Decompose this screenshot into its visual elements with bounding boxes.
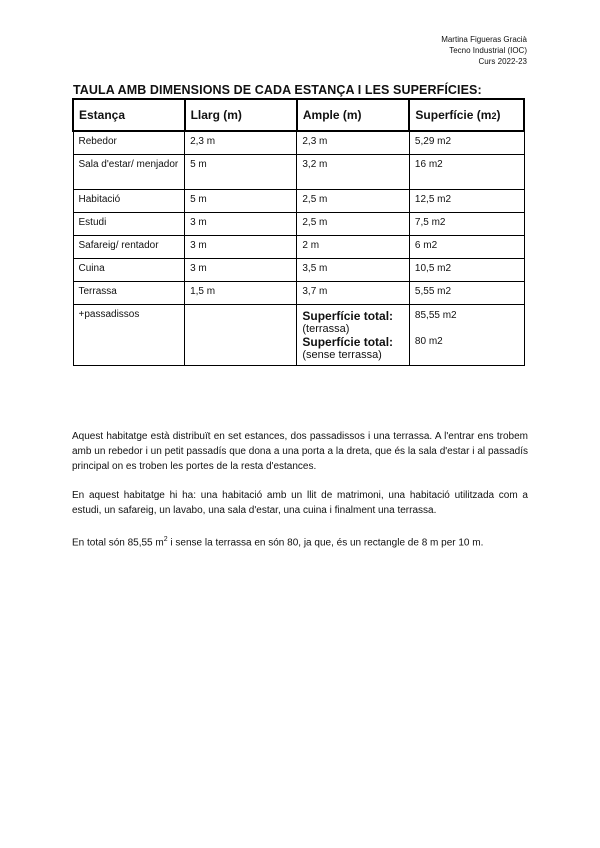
total-note-with-terrace: (terrassa) xyxy=(302,323,350,335)
paragraph-total-superscript: 2 xyxy=(163,536,168,543)
cell-length: 5 m xyxy=(185,155,297,190)
cell-area: 5,55 m2 xyxy=(409,282,524,305)
cell-width: 2,3 m xyxy=(297,131,410,155)
cell-width: 2,5 m xyxy=(297,190,410,213)
paragraph-distribution: Aquest habitatge està distribuït en set estances, dos passadissos i una terrassa. A l'entrar ens trobem amb un rebedor i un petit passadís que dona a una porta a la dreta, que és la sala d'estar i al passadís principal on es troben les portes de la resta d'estances. xyxy=(72,431,528,472)
cell-area: 5,29 m2 xyxy=(409,131,524,155)
document-title: TAULA AMB DIMENSIONS DE CADA ESTANÇA I LES SUPERFÍCIES: xyxy=(73,83,482,97)
table-row xyxy=(73,259,524,282)
table-header-row xyxy=(73,99,524,131)
cell-room: Habitació xyxy=(73,190,185,213)
table-row xyxy=(73,282,524,305)
cell-area: 7,5 m2 xyxy=(409,213,524,236)
header-width: Ample (m) xyxy=(297,99,410,131)
cell-room: Terrassa xyxy=(73,282,185,305)
cell-width: 3,2 m xyxy=(297,155,410,190)
cell-extra-room: +passadissos xyxy=(73,305,185,366)
paragraph-total-end: i sense la terrassa en són 80, ja que, és un rectangle de 8 m per 10 m. xyxy=(167,537,484,549)
cell-room: Cuina xyxy=(73,259,185,282)
table-row xyxy=(73,213,524,236)
total-label-with-terrace: Superfície total: xyxy=(302,309,394,323)
cell-area: 16 m2 xyxy=(409,155,524,190)
cell-length: 3 m xyxy=(185,259,297,282)
cell-length: 1,5 m xyxy=(185,282,297,305)
table-row xyxy=(73,155,524,190)
cell-total-values xyxy=(409,305,524,366)
header-area xyxy=(409,99,524,131)
table-row xyxy=(73,131,524,155)
header-length: Llarg (m) xyxy=(185,99,297,131)
totals-row xyxy=(73,305,524,366)
paragraph-rooms: En aquest habitatge hi ha: una habitació amb un llit de matrimoni, una habitació utilitzada com a estudi, un safareig, un lavabo, una sala d'estar, una cuina i finalment una terrassa. xyxy=(72,490,528,516)
total-value-with-terrace: 85,55 m2 xyxy=(414,310,457,321)
cell-room: Sala d'estar/ menjador xyxy=(73,155,185,190)
cell-width: 2,5 m xyxy=(297,213,410,236)
cell-width: 3,5 m xyxy=(297,259,410,282)
paragraph-total-start: En total són 85,55 m xyxy=(72,537,164,549)
cell-length: 3 m xyxy=(185,213,297,236)
cell-room: Estudi xyxy=(73,213,185,236)
total-note-without-terrace: (sense terrassa) xyxy=(302,349,382,361)
author-name: Martina Figueras Gracià xyxy=(441,35,527,44)
header-area-label: Superfície (m xyxy=(415,108,492,122)
cell-area: 6 m2 xyxy=(409,236,524,259)
dimensions-table xyxy=(72,98,525,366)
table-row xyxy=(73,190,524,213)
paragraph-total xyxy=(72,532,512,550)
total-value-without-terrace: 80 m2 xyxy=(414,336,443,347)
cell-room: Rebedor xyxy=(73,131,185,155)
cell-area: 12,5 m2 xyxy=(409,190,524,213)
cell-room: Safareig/ rentador xyxy=(73,236,185,259)
header-area-close: ) xyxy=(496,108,501,122)
cell-width: 2 m xyxy=(297,236,410,259)
course-name: Tecno Industrial (IOC) xyxy=(449,46,527,55)
cell-area: 10,5 m2 xyxy=(409,259,524,282)
cell-length: 2,3 m xyxy=(185,131,297,155)
cell-length: 5 m xyxy=(185,190,297,213)
header-room: Estança xyxy=(73,99,185,131)
table-row xyxy=(73,236,524,259)
cell-empty xyxy=(185,305,297,366)
cell-length: 3 m xyxy=(185,236,297,259)
cell-total-labels xyxy=(297,305,410,366)
document-header xyxy=(441,34,527,67)
total-label-without-terrace: Superfície total: xyxy=(302,335,394,349)
course-year: Curs 2022-23 xyxy=(478,57,527,66)
cell-width: 3,7 m xyxy=(297,282,410,305)
header-area-unit: 2 xyxy=(491,111,497,121)
